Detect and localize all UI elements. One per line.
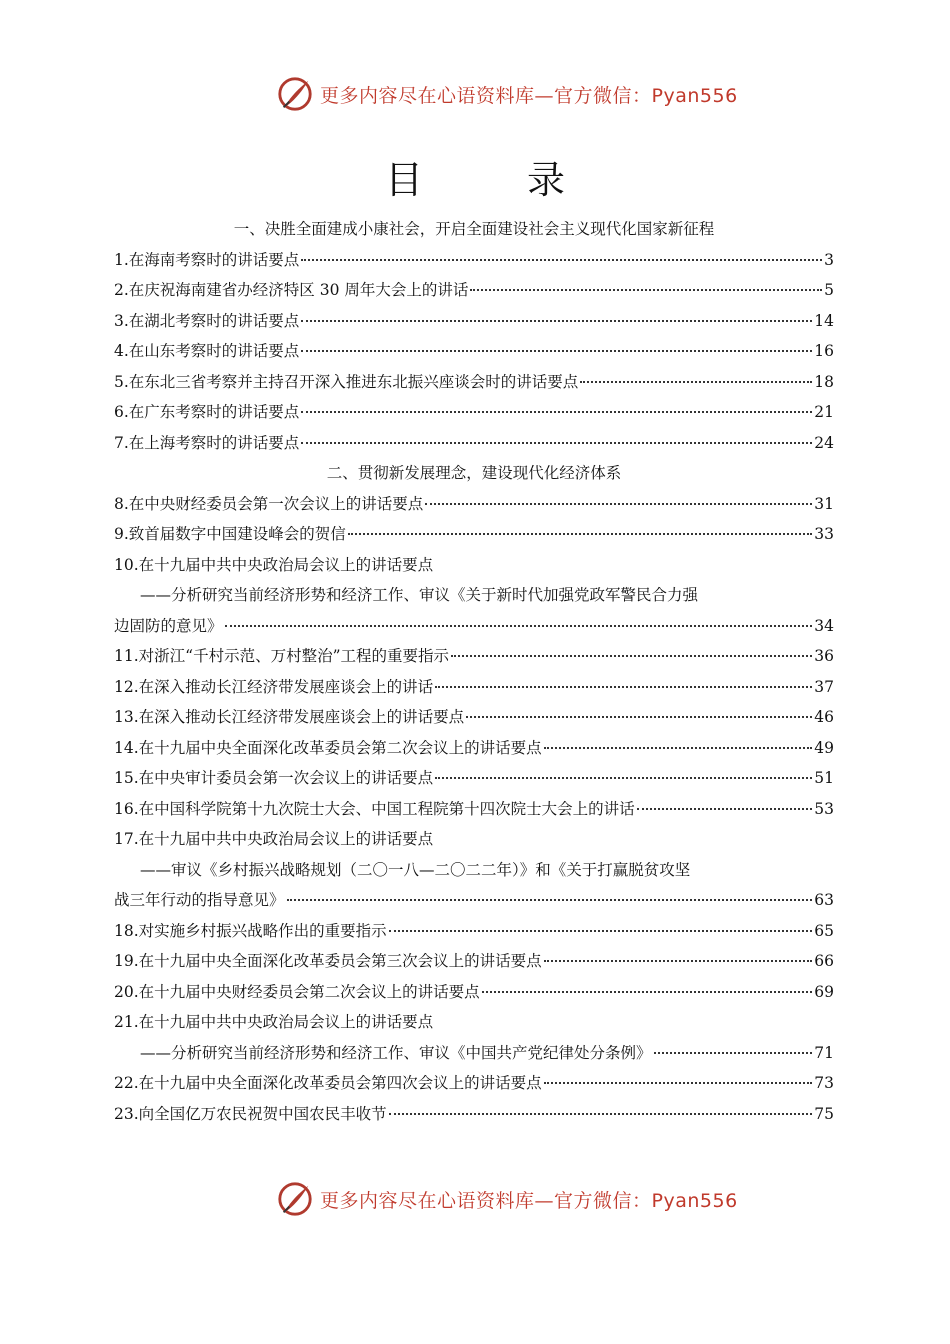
toc-entry <box>114 428 834 459</box>
toc-entry <box>114 916 834 947</box>
toc-entry <box>114 275 834 306</box>
toc-entry-label: 3.在湖北考察时的讲话要点 <box>114 311 300 330</box>
toc-entry <box>114 702 834 733</box>
toc-entry-label: 边固防的意见》 <box>114 616 223 635</box>
toc-entry-label: ——审议《乡村振兴战略规划（二〇一八—二〇二二年）》和《关于打赢脱贫攻坚 <box>140 860 691 879</box>
toc-page-number: 36 <box>814 647 834 665</box>
header-wechat-id: Pyan556 <box>651 84 738 107</box>
footer-banner <box>276 1177 738 1221</box>
toc-section-text: 二、贯彻新发展理念，建设现代化经济体系 <box>326 464 622 482</box>
toc-page-number: 18 <box>814 372 834 391</box>
toc-section-heading <box>114 458 834 489</box>
toc-entry <box>114 336 834 367</box>
dot-leader <box>435 777 812 779</box>
toc-page-number: 49 <box>814 738 834 757</box>
toc-entry-label: 战三年行动的指导意见》 <box>114 891 285 909</box>
toc-entry <box>114 733 834 764</box>
dot-leader <box>348 533 812 535</box>
toc-page-number: 21 <box>814 403 834 421</box>
dot-leader <box>389 1113 813 1115</box>
toc-entry <box>114 946 834 977</box>
toc-page-number: 34 <box>814 616 834 635</box>
toc-entry <box>114 1099 834 1130</box>
dot-leader <box>544 747 813 749</box>
dot-leader <box>301 259 822 261</box>
toc-page-number: 53 <box>814 799 834 818</box>
toc-entry <box>114 1007 834 1038</box>
toc-entry-label: 13.在深入推动长江经济带发展座谈会上的讲话要点 <box>114 708 465 726</box>
toc-entry <box>114 489 834 520</box>
dot-leader <box>287 899 813 901</box>
dot-leader <box>301 442 812 444</box>
toc-page-number: 63 <box>814 891 834 909</box>
dot-leader <box>482 991 813 993</box>
toc-entry-label: 9.致首届数字中国建设峰会的贺信 <box>114 525 346 543</box>
toc-entry <box>114 519 834 550</box>
toc-entry <box>114 245 834 276</box>
table-of-contents <box>114 214 834 1129</box>
toc-entry <box>114 611 834 642</box>
toc-entry <box>114 306 834 337</box>
toc-entry-label: 6.在广东考察时的讲话要点 <box>114 403 300 421</box>
toc-entry-label: 2.在庆祝海南建省办经济特区 30 周年大会上的讲话 <box>114 281 469 299</box>
toc-page-number: 46 <box>814 708 834 726</box>
toc-entry-label: 7.在上海考察时的讲话要点 <box>114 433 300 452</box>
toc-entry-label: 1.在海南考察时的讲话要点 <box>114 250 300 269</box>
toc-page-number: 5 <box>824 281 834 299</box>
toc-entry-label: 5.在东北三省考察并主持召开深入推进东北振兴座谈会时的讲话要点 <box>114 372 579 391</box>
toc-entry <box>114 885 834 916</box>
toc-page-number: 14 <box>814 311 834 330</box>
toc-page-number: 16 <box>814 342 834 360</box>
toc-page-number: 31 <box>814 494 834 513</box>
toc-entry-label: 11.对浙江“千村示范、万村整治”工程的重要指示 <box>114 647 449 665</box>
header-banner-text: 更多内容尽在心语资料库—官方微信：Pyan556 <box>320 84 738 107</box>
dot-leader <box>225 625 813 627</box>
dot-leader <box>301 411 812 413</box>
dot-leader <box>435 686 812 688</box>
toc-page-number: 73 <box>814 1074 834 1092</box>
toc-entry <box>114 855 834 886</box>
dot-leader <box>301 320 812 322</box>
toc-entry-label: 21.在十九届中共中央政治局会议上的讲话要点 <box>114 1013 434 1031</box>
toc-entry <box>114 641 834 672</box>
toc-entry-label: 19.在十九届中央全面深化改革委员会第三次会议上的讲话要点 <box>114 952 542 970</box>
footer-wechat-id: Pyan556 <box>651 1189 738 1212</box>
toc-page-number: 24 <box>814 433 834 452</box>
dot-leader <box>544 960 813 962</box>
toc-entry-label: 20.在十九届中央财经委员会第二次会议上的讲话要点 <box>114 982 480 1001</box>
toc-entry <box>114 672 834 703</box>
toc-entry-label: ——分析研究当前经济形势和经济工作、审议《关于新时代加强党政军警民合力强 <box>140 586 699 604</box>
toc-entry <box>114 824 834 855</box>
toc-entry <box>114 1068 834 1099</box>
toc-page-number: 65 <box>814 921 834 940</box>
toc-section-text: 一、决胜全面建成小康社会，开启全面建设社会主义现代化国家新征程 <box>233 220 715 238</box>
dot-leader <box>389 930 813 932</box>
toc-entry <box>114 977 834 1008</box>
toc-entry-label: 16.在中国科学院第十九次院士大会、中国工程院第十四次院士大会上的讲话 <box>114 799 635 818</box>
toc-entry-label: 22.在十九届中央全面深化改革委员会第四次会议上的讲话要点 <box>114 1074 542 1092</box>
toc-page-number: 51 <box>814 769 834 787</box>
dot-leader <box>466 716 812 718</box>
dot-leader <box>544 1082 813 1084</box>
dot-leader <box>637 808 813 810</box>
toc-entry <box>114 367 834 398</box>
toc-entry <box>114 580 834 611</box>
quill-logo-icon <box>276 1180 314 1218</box>
dot-leader <box>425 503 812 505</box>
toc-entry-label: 18.对实施乡村振兴战略作出的重要指示 <box>114 921 387 940</box>
toc-entry <box>114 794 834 825</box>
dot-leader <box>580 381 812 383</box>
footer-banner-text: 更多内容尽在心语资料库—官方微信：Pyan556 <box>320 1189 738 1212</box>
dot-leader <box>451 655 812 657</box>
dot-leader <box>470 289 822 291</box>
toc-entry <box>114 397 834 428</box>
toc-page-number: 69 <box>814 982 834 1001</box>
toc-section-heading <box>114 214 834 245</box>
header-banner <box>276 72 738 116</box>
dot-leader <box>301 350 812 352</box>
toc-entry-label: 14.在十九届中央全面深化改革委员会第二次会议上的讲话要点 <box>114 738 542 757</box>
toc-page-number: 37 <box>814 677 834 696</box>
toc-entry <box>114 550 834 581</box>
toc-entry-label: 4.在山东考察时的讲话要点 <box>114 342 300 360</box>
toc-entry-label: ——分析研究当前经济形势和经济工作、审议《中国共产党纪律处分条例》 <box>140 1043 652 1062</box>
toc-entry-label: 10.在十九届中共中央政治局会议上的讲话要点 <box>114 555 434 574</box>
toc-entry-label: 23.向全国亿万农民祝贺中国农民丰收节 <box>114 1104 387 1123</box>
toc-entry-label: 12.在深入推动长江经济带发展座谈会上的讲话 <box>114 677 434 696</box>
toc-entry-label: 15.在中央审计委员会第一次会议上的讲话要点 <box>114 769 434 787</box>
toc-entry <box>114 1038 834 1069</box>
quill-logo-icon <box>276 75 314 113</box>
toc-page-number: 3 <box>824 250 834 269</box>
toc-entry <box>114 763 834 794</box>
toc-page-number: 71 <box>814 1043 834 1062</box>
page-title: 目 录 <box>384 158 612 202</box>
toc-entry-label: 8.在中央财经委员会第一次会议上的讲话要点 <box>114 494 424 513</box>
toc-page-number: 33 <box>814 525 834 543</box>
toc-page-number: 66 <box>814 952 834 970</box>
toc-page-number: 75 <box>814 1104 834 1123</box>
dot-leader <box>654 1052 813 1054</box>
toc-entry-label: 17.在十九届中共中央政治局会议上的讲话要点 <box>114 830 434 848</box>
